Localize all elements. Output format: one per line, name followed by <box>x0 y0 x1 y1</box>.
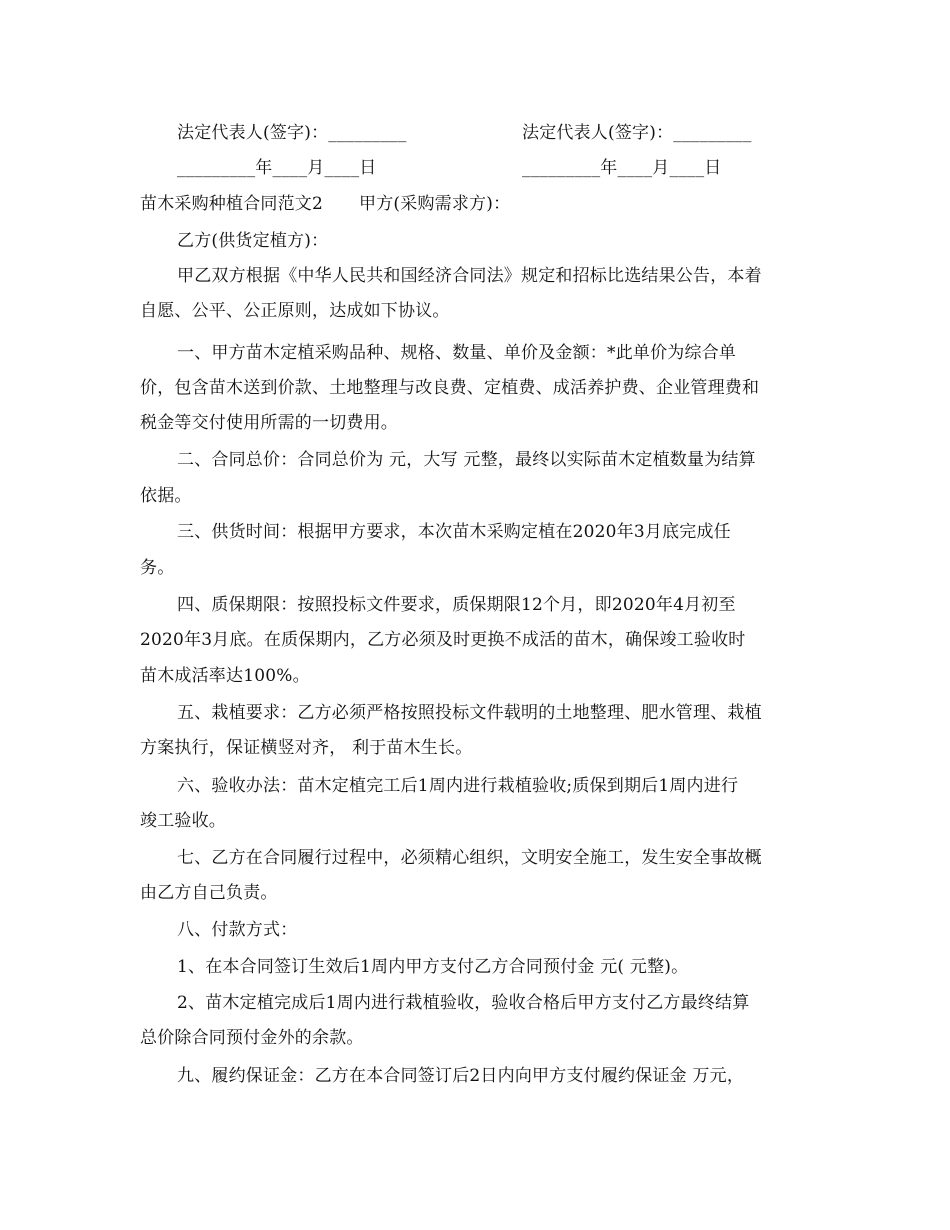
paragraph-line: 方案执行，保证横竖对齐， 利于苗木生长。 <box>140 738 473 758</box>
party-a-label: 甲方(采购需求方)： <box>359 194 511 214</box>
paragraph-line: 四、质保期限：按照投标文件要求，质保期限12个月，即2020年4月初至 <box>177 595 736 615</box>
paragraph-line: 九、履约保证金：乙方在本合同签订后2日内向甲方支付履约保证金 万元， <box>177 1066 745 1086</box>
paragraph-line: 价，包含苗木送到价款、土地整理与改良费、定植费、成活养护费、企业管理费和 <box>140 378 760 398</box>
paragraph-line: 自愿、公平、公正原则，达成如下协议。 <box>140 301 450 321</box>
party-b-label: 乙方(供货定植方)： <box>177 231 329 251</box>
paragraph-line: 1、在本合同签订生效后1周内甲方支付乙方合同预付金 元( 元整)。 <box>177 957 689 977</box>
paragraph-line: 五、栽植要求：乙方必须严格按照投标文件载明的土地整理、肥水管理、栽植 <box>177 703 762 723</box>
paragraph-line: 六、验收办法：苗木定植完工后1周内进行栽植验收;质保到期后1周内进行 <box>177 776 739 796</box>
paragraph-line: 七、乙方在合同履行过程中，必须精心组织，文明安全施工，发生安全事故概 <box>177 848 762 868</box>
paragraph-line: 2、苗木定植完成后1周内进行栽植验收，验收合格后甲方支付乙方最终结算 <box>177 993 750 1013</box>
paragraph-line: 总价除合同预付金外的余款。 <box>140 1028 364 1048</box>
paragraph-line: 甲乙双方根据《中华人民共和国经济合同法》规定和招标比选结果公告，本着 <box>177 266 762 286</box>
signature-right-rep: 法定代表人(签字)：_________ <box>522 123 752 143</box>
signature-left-rep: 法定代表人(签字)：_________ <box>177 123 407 143</box>
paragraph-line: 一、甲方苗木定植采购品种、规格、数量、单价及金额：*此单价为综合单 <box>177 343 737 363</box>
paragraph-line: 苗木成活率达100%。 <box>140 666 310 686</box>
paragraph-line: 依据。 <box>140 486 192 506</box>
paragraph-line: 由乙方自己负责。 <box>140 883 278 903</box>
document-title: 苗木采购种植合同范文2 <box>140 194 324 214</box>
paragraph-line: 三、供货时间：根据甲方要求，本次苗木采购定植在2020年3月底完成任 <box>177 522 731 542</box>
paragraph-line: 2020年3月底。在质保期内，乙方必须及时更换不成活的苗木，确保竣工验收时 <box>140 630 746 650</box>
heading-line <box>140 194 510 214</box>
paragraph-line: 八、付款方式： <box>177 920 298 940</box>
signature-left-date: _________年____月____日 <box>177 158 377 178</box>
signature-right-date: _________年____月____日 <box>522 158 722 178</box>
paragraph-line: 务。 <box>140 558 175 578</box>
paragraph-line: 竣工验收。 <box>140 811 226 831</box>
paragraph-line: 税金等交付使用所需的一切费用。 <box>140 413 398 433</box>
paragraph-line: 二、合同总价：合同总价为 元，大写 元整，最终以实际苗木定植数量为结算 <box>177 450 756 470</box>
